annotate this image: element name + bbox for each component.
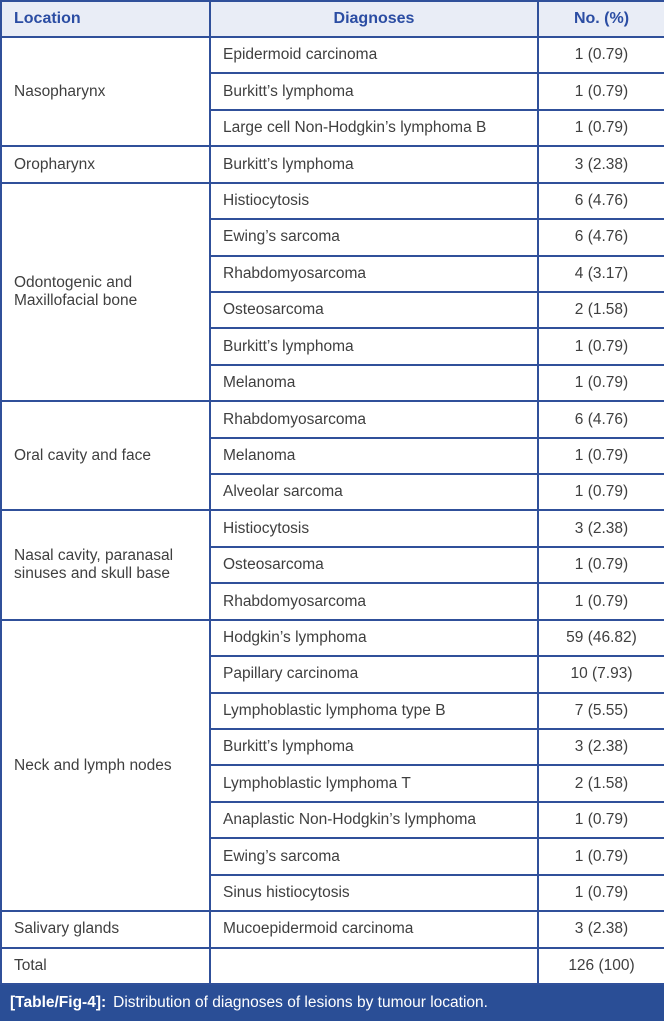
header-location: Location — [1, 1, 210, 37]
diagnosis-cell: Alveolar sarcoma — [210, 474, 538, 510]
count-cell: 2 (1.58) — [538, 765, 664, 801]
table-row — [1, 401, 664, 437]
diagnosis-cell: Histiocytosis — [210, 510, 538, 546]
table-caption-text: Distribution of diagnoses of lesions by tumour location. — [113, 993, 488, 1011]
table-row — [1, 620, 664, 656]
count-cell: 6 (4.76) — [538, 183, 664, 219]
location-cell: Salivary glands — [1, 911, 210, 947]
diagnosis-cell: Ewing’s sarcoma — [210, 219, 538, 255]
header-row — [1, 1, 664, 37]
diagnosis-cell: Burkitt’s lymphoma — [210, 729, 538, 765]
diagnosis-cell: Burkitt’s lymphoma — [210, 146, 538, 182]
diagnosis-cell: Large cell Non-Hodgkin’s lymphoma B — [210, 110, 538, 146]
count-cell: 1 (0.79) — [538, 37, 664, 73]
table-row — [1, 183, 664, 219]
count-cell: 1 (0.79) — [538, 73, 664, 109]
count-cell: 10 (7.93) — [538, 656, 664, 692]
diagnosis-cell: Mucoepidermoid carcinoma — [210, 911, 538, 947]
location-cell: Odontogenic and Maxillofacial bone — [1, 183, 210, 402]
diagnosis-cell: Osteosarcoma — [210, 547, 538, 583]
header-diagnoses: Diagnoses — [210, 1, 538, 37]
diagnosis-cell: Burkitt’s lymphoma — [210, 73, 538, 109]
diagnosis-cell: Hodgkin’s lymphoma — [210, 620, 538, 656]
count-cell: 1 (0.79) — [538, 474, 664, 510]
count-cell: 1 (0.79) — [538, 583, 664, 619]
diagnosis-cell: Lymphoblastic lymphoma type B — [210, 693, 538, 729]
table-row — [1, 911, 664, 947]
header-no-pct: No. (%) — [538, 1, 664, 37]
diagnosis-cell: Melanoma — [210, 365, 538, 401]
count-cell: 3 (2.38) — [538, 510, 664, 546]
count-cell: 1 (0.79) — [538, 328, 664, 364]
count-cell: 1 (0.79) — [538, 802, 664, 838]
table-header — [1, 1, 664, 37]
table-body — [1, 37, 664, 984]
table-caption-tag: [Table/Fig-4]: — [10, 993, 107, 1011]
diagnosis-cell: Anaplastic Non-Hodgkin’s lymphoma — [210, 802, 538, 838]
count-cell: 1 (0.79) — [538, 547, 664, 583]
count-cell: 6 (4.76) — [538, 401, 664, 437]
diagnosis-cell: Rhabdomyosarcoma — [210, 401, 538, 437]
table-row — [1, 510, 664, 546]
table-caption — [0, 985, 664, 1021]
total-label-cell: Total — [1, 948, 210, 984]
count-cell: 1 (0.79) — [538, 438, 664, 474]
diagnosis-cell: Burkitt’s lymphoma — [210, 328, 538, 364]
count-cell: 1 (0.79) — [538, 365, 664, 401]
count-cell: 59 (46.82) — [538, 620, 664, 656]
count-cell: 3 (2.38) — [538, 729, 664, 765]
count-cell: 6 (4.76) — [538, 219, 664, 255]
count-cell: 7 (5.55) — [538, 693, 664, 729]
count-cell: 1 (0.79) — [538, 875, 664, 911]
diagnosis-cell: Osteosarcoma — [210, 292, 538, 328]
total-diagnosis-cell — [210, 948, 538, 984]
diagnosis-cell: Histiocytosis — [210, 183, 538, 219]
location-cell: Neck and lymph nodes — [1, 620, 210, 911]
location-cell: Nasopharynx — [1, 37, 210, 146]
diagnosis-cell: Papillary carcinoma — [210, 656, 538, 692]
total-count-cell: 126 (100) — [538, 948, 664, 984]
diagnosis-cell: Rhabdomyosarcoma — [210, 583, 538, 619]
diagnosis-cell: Ewing’s sarcoma — [210, 838, 538, 874]
diagnosis-cell: Melanoma — [210, 438, 538, 474]
total-row — [1, 948, 664, 984]
diagnosis-cell: Rhabdomyosarcoma — [210, 256, 538, 292]
location-cell: Oropharynx — [1, 146, 210, 182]
count-cell: 3 (2.38) — [538, 146, 664, 182]
count-cell: 4 (3.17) — [538, 256, 664, 292]
location-cell: Nasal cavity, paranasal sinuses and skull base — [1, 510, 210, 619]
location-cell: Oral cavity and face — [1, 401, 210, 510]
diagnosis-cell: Lymphoblastic lymphoma T — [210, 765, 538, 801]
count-cell: 1 (0.79) — [538, 110, 664, 146]
count-cell: 2 (1.58) — [538, 292, 664, 328]
diagnosis-cell: Sinus histiocytosis — [210, 875, 538, 911]
table-row — [1, 37, 664, 73]
count-cell: 3 (2.38) — [538, 911, 664, 947]
count-cell: 1 (0.79) — [538, 838, 664, 874]
diagnosis-cell: Epidermoid carcinoma — [210, 37, 538, 73]
table-row — [1, 146, 664, 182]
